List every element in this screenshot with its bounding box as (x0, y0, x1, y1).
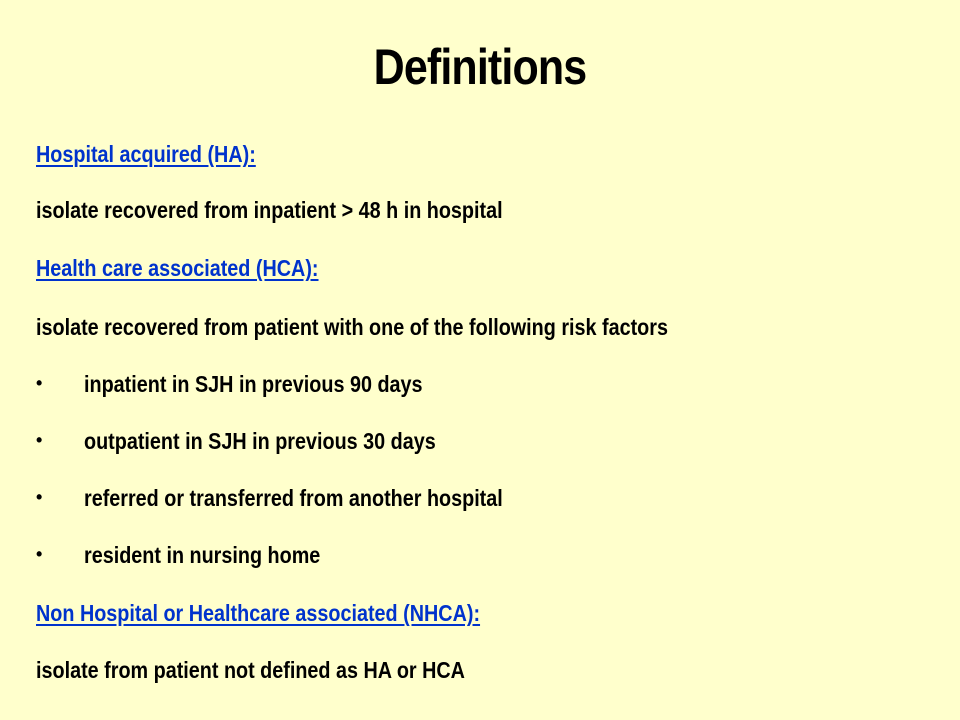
hca-definition: isolate recovered from patient with one of the following risk factors (36, 314, 668, 340)
risk-factor-item: inpatient in SJH in previous 90 days (84, 371, 423, 397)
nhca-definition: isolate from patient not defined as HA or HCA (36, 657, 465, 683)
bullet-icon: • (36, 373, 43, 393)
risk-factor-item: referred or transferred from another hospital (84, 485, 503, 511)
nhca-heading: Non Hospital or Healthcare associated (NHCA): (36, 600, 481, 626)
bullet-icon: • (36, 487, 43, 507)
bullet-icon: • (36, 544, 43, 564)
bullet-icon: • (36, 430, 43, 450)
ha-definition: isolate recovered from inpatient > 48 h in hospital (36, 197, 503, 223)
slide-title: Definitions (373, 39, 587, 95)
risk-factor-item: outpatient in SJH in previous 30 days (84, 428, 436, 454)
ha-heading: Hospital acquired (HA): (36, 141, 256, 167)
risk-factor-item: resident in nursing home (84, 542, 321, 568)
hca-heading: Health care associated (HCA): (36, 255, 319, 281)
